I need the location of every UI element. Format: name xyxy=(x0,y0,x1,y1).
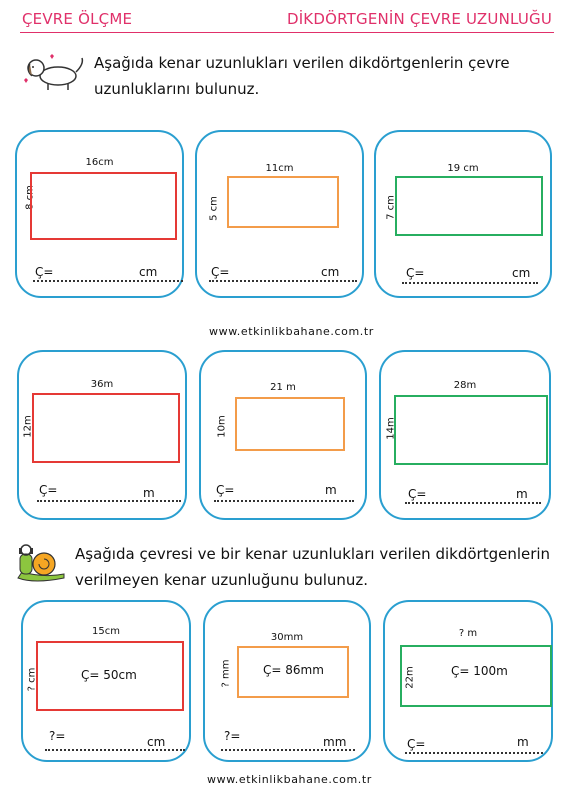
instruction-1-line-1: Aşağıda kenar uzunlukları verilen dikdörtgenlerin çevre xyxy=(94,54,510,72)
answer-line[interactable] xyxy=(37,500,181,502)
answer-unit: mm xyxy=(323,735,347,749)
rectangle-shape xyxy=(394,395,548,465)
answer-label: Ç= xyxy=(39,483,58,497)
answer-label: Ç= xyxy=(216,483,235,497)
instruction-1-line-2: uzunluklarını bulunuz. xyxy=(94,80,260,98)
side-length-label: 7 cm xyxy=(385,195,397,220)
exercise-card xyxy=(15,130,184,298)
perimeter-value: Ç= 50cm xyxy=(81,668,137,682)
side-length-label: ? mm xyxy=(220,659,232,688)
answer-unit: m xyxy=(325,483,337,497)
snail-icon xyxy=(14,540,70,586)
answer-unit: cm xyxy=(147,735,166,749)
top-length-label: 19 cm xyxy=(447,163,479,174)
answer-label: Ç= xyxy=(406,266,425,280)
answer-label: Ç= xyxy=(407,737,426,751)
side-length-label: 8 cm xyxy=(24,185,36,210)
answer-label: Ç= xyxy=(408,487,427,501)
exercise-card xyxy=(383,600,553,762)
exercise-card xyxy=(195,130,364,298)
answer-unit: m xyxy=(143,486,155,500)
worksheet-topic: ÇEVRE ÖLÇME xyxy=(22,10,133,28)
answer-label: Ç= xyxy=(211,265,230,279)
top-length-label: 30mm xyxy=(270,632,304,643)
answer-label: Ç= xyxy=(35,265,54,279)
instruction-2-line-1: Aşağıda çevresi ve bir kenar uzunlukları verilen dikdörtgenlerin xyxy=(75,545,551,563)
rectangle-shape xyxy=(32,393,180,463)
instruction-2-line-2: verilmeyen kenar uzunluğunu bulunuz. xyxy=(75,571,369,589)
rectangle-shape xyxy=(235,397,345,451)
header-divider xyxy=(20,32,554,33)
side-length-label: 10m xyxy=(216,415,228,438)
top-length-label: 15cm xyxy=(92,626,120,637)
answer-unit: cm xyxy=(512,266,531,280)
exercise-card xyxy=(374,130,552,298)
top-length-label: 11cm xyxy=(265,163,294,174)
top-length-label: 16cm xyxy=(85,157,114,168)
answer-unit: cm xyxy=(321,265,340,279)
side-length-label: 12m xyxy=(22,415,34,438)
answer-line[interactable] xyxy=(402,282,538,284)
worksheet-title: DİKDÖRTGENİN ÇEVRE UZUNLUĞU xyxy=(286,10,552,28)
side-length-label: 22m xyxy=(404,666,416,689)
answer-line[interactable] xyxy=(33,280,183,282)
answer-unit: m xyxy=(517,735,529,749)
top-length-label: 28m xyxy=(453,380,477,391)
dog-icon xyxy=(20,50,90,94)
top-length-label: 21 m xyxy=(270,382,296,393)
answer-line[interactable] xyxy=(214,500,354,502)
answer-unit: cm xyxy=(139,265,158,279)
answer-label: ?= xyxy=(224,729,241,743)
perimeter-value: Ç= 86mm xyxy=(263,663,324,677)
answer-line[interactable] xyxy=(221,749,355,751)
top-length-label: ? m xyxy=(458,628,478,639)
rectangle-shape xyxy=(30,172,177,240)
rectangle-shape xyxy=(227,176,339,228)
exercise-card xyxy=(199,350,367,520)
answer-line[interactable] xyxy=(405,502,541,504)
answer-label: ?= xyxy=(49,729,66,743)
exercise-card xyxy=(17,350,187,520)
answer-line[interactable] xyxy=(405,752,543,754)
rectangle-shape xyxy=(395,176,543,236)
side-length-label: 5 cm xyxy=(208,196,220,221)
exercise-card xyxy=(379,350,551,520)
answer-line[interactable] xyxy=(45,749,185,751)
side-length-label: 14m xyxy=(385,417,397,440)
exercise-card xyxy=(203,600,371,762)
website-footer: www.etkinlikbahane.com.tr xyxy=(209,325,374,338)
website-footer: www.etkinlikbahane.com.tr xyxy=(207,773,372,786)
side-length-label: ? cm xyxy=(26,667,38,692)
answer-unit: m xyxy=(516,487,528,501)
answer-line[interactable] xyxy=(209,280,357,282)
exercise-card xyxy=(21,600,191,762)
perimeter-value: Ç= 100m xyxy=(451,664,508,678)
top-length-label: 36m xyxy=(90,379,114,390)
